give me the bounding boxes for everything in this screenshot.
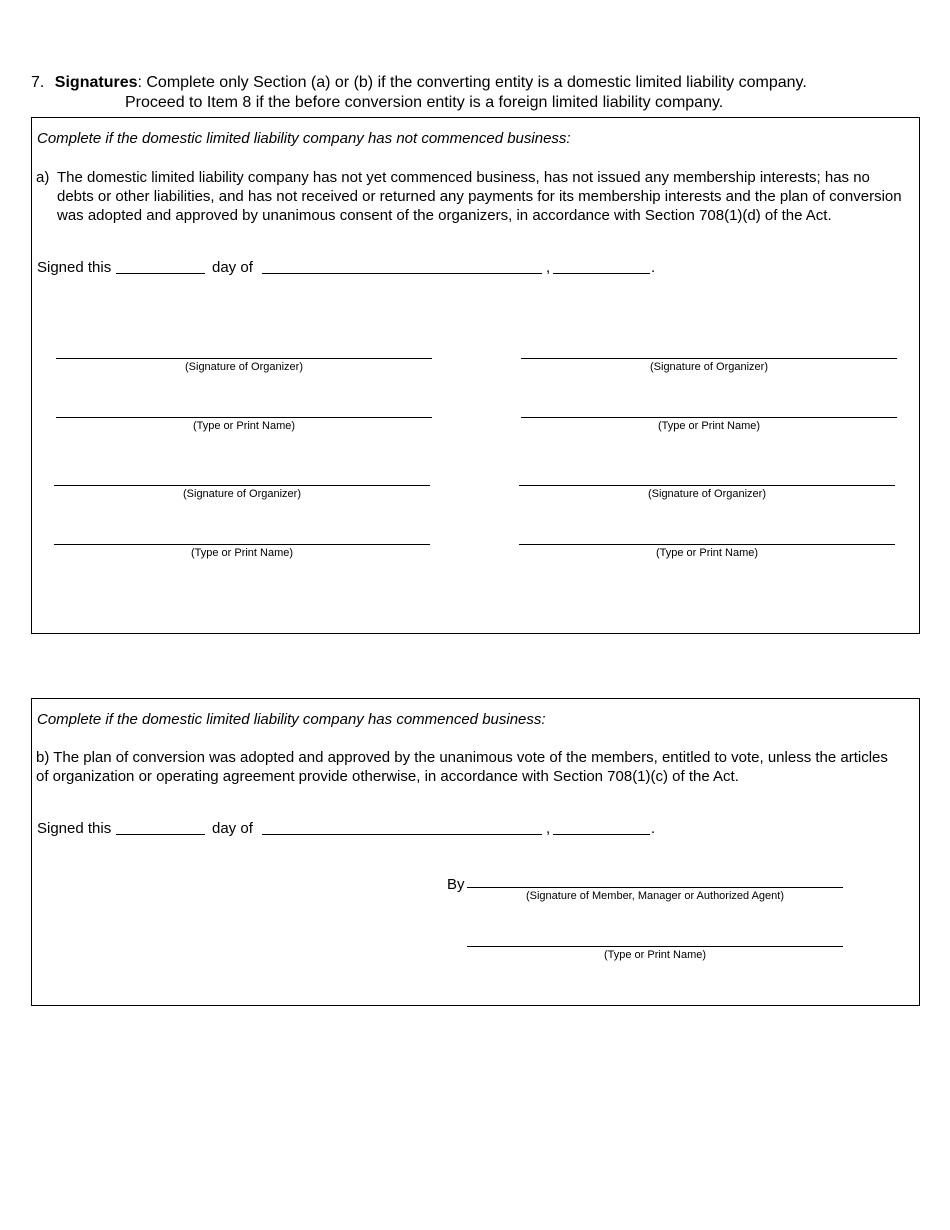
year-field[interactable]	[553, 273, 650, 274]
comma: ,	[546, 820, 551, 837]
year-field[interactable]	[553, 834, 650, 835]
day-field[interactable]	[116, 834, 205, 835]
section-a-intro: Complete if the domestic limited liability company has not commenced business:	[37, 130, 571, 147]
signed-this-label: Signed this	[37, 259, 112, 276]
organizer-1-signature-line[interactable]	[56, 358, 432, 359]
organizer-3-signature-caption: (Signature of Organizer)	[183, 488, 301, 500]
member-name-line[interactable]	[467, 946, 843, 947]
item-7-heading-line2: Proceed to Item 8 if the before conversion entity is a foreign limited liability company.	[125, 94, 724, 111]
month-field[interactable]	[262, 834, 542, 835]
organizer-3-name-caption: (Type or Print Name)	[190, 547, 294, 559]
comma: ,	[546, 259, 551, 276]
section-b-box	[31, 698, 920, 1006]
organizer-2-signature-caption: (Signature of Organizer)	[650, 361, 768, 373]
organizer-4-signature-caption: (Signature of Organizer)	[648, 488, 766, 500]
member-name-caption: (Type or Print Name)	[603, 949, 707, 961]
period: .	[651, 259, 656, 276]
section-b-text: b) The plan of conversion was adopted and approved by the unanimous vote of the members, entitled to vote, unless the articles of organization or operating agreement provide otherwise, in accordance with Section 708(1)(c) of the Act.	[36, 749, 888, 785]
organizer-3-signature-line[interactable]	[54, 485, 430, 486]
by-label: By	[447, 876, 465, 893]
item-number: 7.	[31, 74, 45, 91]
item-title: Signatures	[54, 74, 138, 91]
organizer-1-name-caption: (Type or Print Name)	[192, 420, 296, 432]
organizer-2-signature-line[interactable]	[521, 358, 897, 359]
member-signature-line[interactable]	[467, 887, 843, 888]
day-of-label: day of	[212, 820, 253, 837]
signed-this-label: Signed this	[37, 820, 112, 837]
section-b-intro: Complete if the domestic limited liability company has commenced business:	[37, 711, 546, 728]
day-of-label: day of	[212, 259, 253, 276]
section-a-box	[31, 117, 920, 634]
organizer-4-name-line[interactable]	[519, 544, 895, 545]
organizer-2-name-caption: (Type or Print Name)	[657, 420, 761, 432]
month-field[interactable]	[262, 273, 542, 274]
item-7-heading-line1	[31, 73, 807, 93]
period: .	[651, 820, 656, 837]
organizer-4-name-caption: (Type or Print Name)	[655, 547, 759, 559]
section-a-marker: a)	[36, 169, 50, 186]
organizer-1-name-line[interactable]	[56, 417, 432, 418]
day-field[interactable]	[116, 273, 205, 274]
organizer-3-name-line[interactable]	[54, 544, 430, 545]
organizer-2-name-line[interactable]	[521, 417, 897, 418]
item-instruction: : Complete only Section (a) or (b) if the converting entity is a domestic limited liability company.	[137, 74, 807, 91]
member-signature-caption: (Signature of Member, Manager or Authorized Agent)	[525, 890, 785, 902]
organizer-4-signature-line[interactable]	[519, 485, 895, 486]
organizer-1-signature-caption: (Signature of Organizer)	[185, 361, 303, 373]
section-a-text: The domestic limited liability company has not yet commenced business, has not issued any membership interests; has no debts or other liabilities, and has not received or returned any payments for its membership interests and the plan of conversion was adopted and approved by unanimous consent of the organizers, in accordance with Section 708(1)(d) of the Act.	[57, 169, 902, 224]
